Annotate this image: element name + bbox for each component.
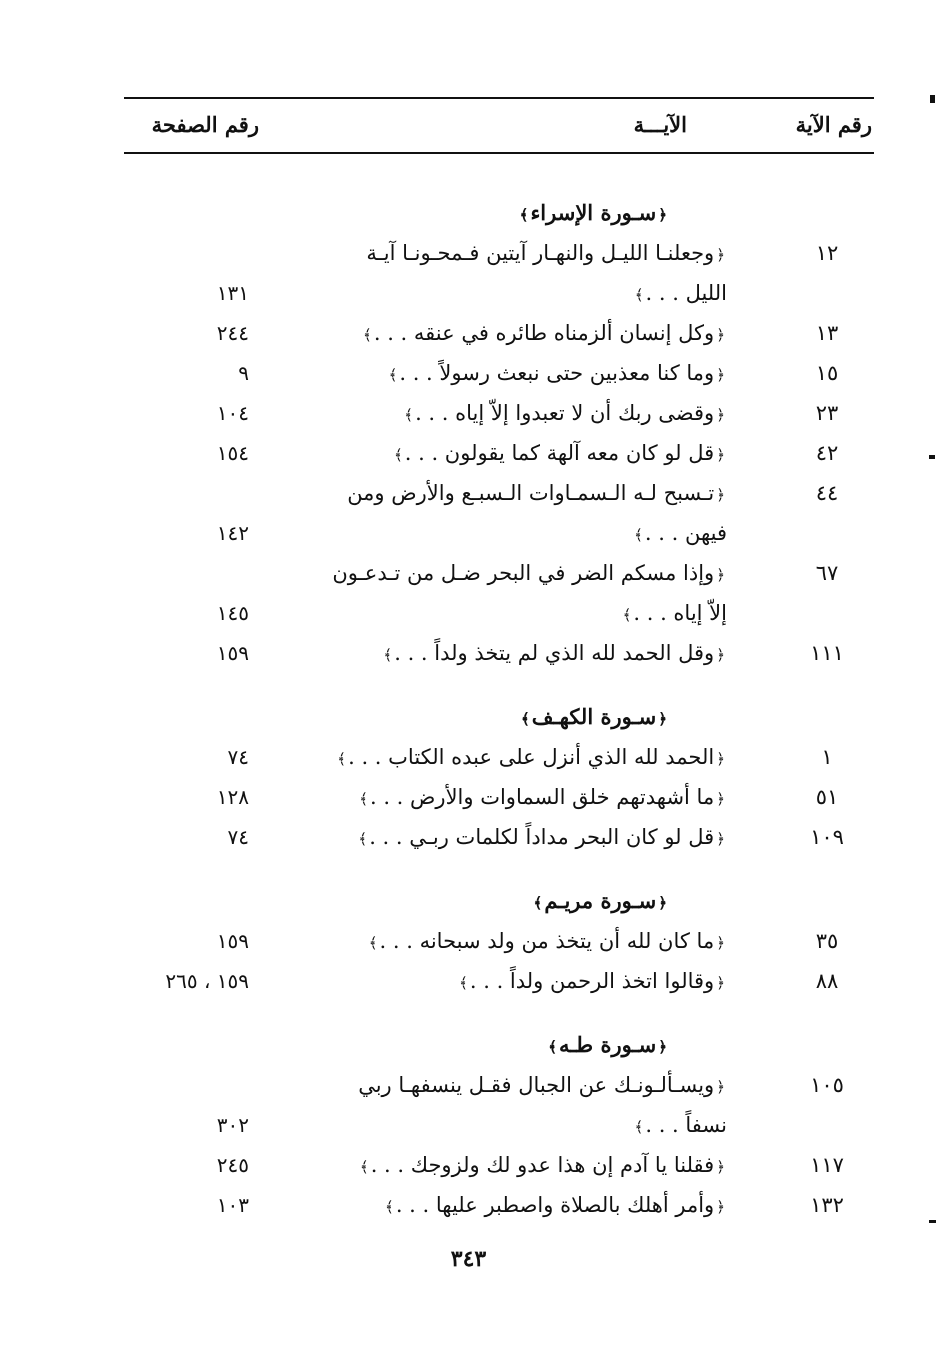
verse-number: ٨٨ — [815, 969, 839, 993]
verse-row — [0, 961, 937, 1001]
scan-mark — [929, 1220, 936, 1223]
verse-text — [347, 473, 727, 515]
ornament-close: ﴾ — [358, 830, 368, 848]
verse-number: ١ — [821, 745, 833, 769]
verse-text — [356, 817, 727, 859]
page-reference: ٢٤٤ — [216, 321, 249, 345]
ornament-close: ﴾ — [363, 326, 372, 344]
ornament-close: ﴾ — [634, 1118, 644, 1136]
verse-text — [357, 777, 727, 819]
sura-title — [518, 193, 669, 235]
ornament-open: ﴿ — [716, 486, 725, 504]
verse-text — [392, 433, 727, 475]
ornament-open: ﴿ — [716, 974, 725, 992]
verse-row — [0, 633, 937, 673]
header-top-rule — [124, 97, 874, 99]
header-bottom-rule — [124, 152, 874, 154]
verse-text — [633, 273, 727, 315]
verse-text-content: ما أشهدتهم خلق السماوات والأرض . . . — [369, 785, 715, 809]
verse-text — [402, 393, 727, 435]
verse-text — [632, 513, 727, 555]
verse-continuation-row — [0, 513, 937, 553]
verse-text — [383, 1185, 727, 1227]
ornament-close: ﴾ — [634, 526, 643, 544]
verse-row — [0, 1145, 937, 1185]
verse-text-content: ويسـألـونـك عن الجبال فقـل ينسفهـا ربي — [358, 1073, 715, 1097]
verse-text-content: وما كنا معذبين حتى نبعث رسولاً . . . — [399, 361, 715, 385]
ornament-open: ﴿ — [658, 710, 667, 728]
verse-text-content: الليل . . . — [645, 281, 727, 305]
verse-number: ٢٣ — [815, 401, 839, 425]
verse-row — [0, 553, 937, 593]
page-reference: ٢٤٥ — [216, 1153, 249, 1177]
verse-text-content: قل لو كان البحر مداداً لكلمات ربـي . . . — [369, 825, 715, 849]
verse-number: ١٠٥ — [810, 1073, 844, 1097]
verse-text — [366, 233, 727, 275]
verse-number: ٤٤ — [815, 481, 839, 505]
ornament-open: ﴿ — [658, 894, 667, 912]
page-reference: ١٤٢ — [216, 521, 249, 545]
verse-text — [367, 921, 727, 963]
ornament-open: ﴿ — [716, 1158, 725, 1176]
verse-text-content: وقل الحمد لله الذي لم يتخذ ولداً . . . — [394, 641, 715, 665]
verse-number: ٣٥ — [815, 929, 839, 953]
page-reference: ١٠٤ — [216, 401, 249, 425]
verse-number: ١٠٩ — [810, 825, 844, 849]
sura-heading-row — [0, 1025, 937, 1065]
ornament-open: ﴿ — [716, 934, 725, 952]
verse-number: ٦٧ — [815, 561, 839, 585]
sura-title-text: سـورة مريـم — [544, 888, 657, 913]
verse-text-content: وإذا مسكم الضر في البحر ضـل من تـدعـون — [332, 561, 715, 585]
verse-text-content: وقضى ربك أن لا تعبدوا إلاّ إياه . . . — [415, 401, 715, 425]
ornament-open: ﴿ — [716, 1078, 725, 1096]
verse-text-content: نسفاً . . . — [645, 1113, 727, 1137]
verse-text-content: الحمد لله الذي أنزل على عبده الكتاب . . . — [348, 745, 715, 769]
page-reference: ٩ — [238, 361, 249, 385]
verse-text — [332, 553, 727, 595]
verse-number: ١٣ — [815, 321, 839, 345]
sura-heading-row — [0, 697, 937, 737]
verse-row — [0, 473, 937, 513]
page-reference: ١٥٤ — [216, 441, 249, 465]
verse-continuation-row — [0, 593, 937, 633]
verse-continuation-row — [0, 273, 937, 313]
ornament-close: ﴾ — [622, 606, 632, 624]
ornament-close: ﴾ — [359, 1158, 369, 1176]
ornament-close: ﴾ — [520, 710, 530, 728]
page-reference: ٧٤ — [227, 745, 249, 769]
sura-title — [519, 697, 669, 739]
ornament-close: ﴾ — [519, 206, 529, 224]
verse-number: ١٥ — [815, 361, 839, 385]
ornament-open: ﴿ — [658, 206, 667, 224]
verse-number: ١٢ — [815, 241, 839, 265]
ornament-open: ﴿ — [716, 646, 725, 664]
ornament-open: ﴿ — [716, 566, 725, 584]
verse-number: ١٣٢ — [810, 1193, 844, 1217]
header-page-number: رقم الصفحة — [151, 112, 259, 137]
scan-mark — [929, 455, 935, 459]
ornament-close: ﴾ — [459, 974, 468, 992]
scan-mark — [930, 95, 935, 103]
ornament-open: ﴿ — [716, 446, 725, 464]
sura-heading-row — [0, 881, 937, 921]
verse-text — [633, 1105, 727, 1147]
ornament-close: ﴾ — [393, 446, 403, 464]
ornament-open: ﴿ — [716, 830, 725, 848]
ornament-open: ﴿ — [716, 750, 725, 768]
verse-row — [0, 777, 937, 817]
page-reference: ٣٠٢ — [216, 1113, 249, 1137]
verse-text-content: تـسبح لـه الـسمـاوات الـسبـع والأرض ومن — [347, 481, 715, 505]
page-reference: ٧٤ — [227, 825, 249, 849]
page-reference: ١٥٩ — [216, 929, 249, 953]
ornament-open: ﴿ — [716, 1198, 725, 1216]
verse-text-content: إلاّ إياه . . . — [633, 601, 727, 625]
ornament-close: ﴾ — [385, 1198, 394, 1216]
ornament-open: ﴿ — [658, 1038, 667, 1056]
verse-text — [358, 1145, 727, 1187]
verse-number: ٥١ — [815, 785, 839, 809]
verse-text-content: ما كان لله أن يتخذ من ولد سبحانه . . . — [379, 929, 715, 953]
verse-text-content: قل لو كان معه آلهة كما يقولون . . . — [404, 441, 715, 465]
verse-row — [0, 1185, 937, 1225]
page-reference: ١٣١ — [216, 281, 249, 305]
page-reference: ١٥٩ — [216, 641, 249, 665]
verse-text-content: وأمر أهلك بالصلاة واصطبر عليها . . . — [395, 1193, 715, 1217]
verse-row — [0, 233, 937, 273]
sura-heading-row — [0, 193, 937, 233]
sura-title — [546, 1025, 669, 1067]
verse-text — [335, 737, 727, 779]
ornament-close: ﴾ — [548, 1038, 558, 1056]
verse-number: ١١٧ — [810, 1153, 844, 1177]
page-reference: ١٢٨ — [216, 785, 249, 809]
verse-text-content: فيهن . . . — [644, 521, 727, 545]
verse-row — [0, 313, 937, 353]
page-reference: ١٤٥ — [216, 601, 249, 625]
ornament-open: ﴿ — [716, 790, 725, 808]
sura-title-text: سـورة الإسراء — [530, 200, 657, 225]
ornament-close: ﴾ — [634, 286, 644, 304]
verse-text-content: وجعلنـا الليـل والنهـار آيتين فـمحـونـا آيـة — [366, 241, 715, 265]
sura-title-text: سـورة طـه — [559, 1032, 657, 1057]
verse-row — [0, 393, 937, 433]
verse-continuation-row — [0, 1105, 937, 1145]
page-number: ٣٤٣ — [450, 1246, 487, 1272]
verse-row — [0, 433, 937, 473]
verse-text — [457, 961, 727, 1003]
ornament-close: ﴾ — [359, 790, 368, 808]
header-verse: الآيـــة — [633, 112, 687, 137]
ornament-close: ﴾ — [388, 366, 398, 384]
ornament-open: ﴿ — [716, 246, 725, 264]
verse-row — [0, 737, 937, 777]
page-reference: ١٥٩ ، ٢٦٥ — [165, 969, 249, 993]
ornament-open: ﴿ — [716, 326, 725, 344]
header-verse-number: رقم الآية — [795, 112, 872, 137]
verse-text — [387, 353, 727, 395]
verse-text — [621, 593, 727, 635]
ornament-open: ﴿ — [716, 366, 725, 384]
page-reference: ١٠٣ — [216, 1193, 249, 1217]
ornament-close: ﴾ — [383, 646, 393, 664]
verse-text — [361, 313, 727, 355]
ornament-close: ﴾ — [533, 894, 543, 912]
ornament-open: ﴿ — [716, 406, 725, 424]
verse-text-content: وكل إنسان ألزمناه طائره في عنقه . . . — [373, 321, 715, 345]
verse-row — [0, 817, 937, 857]
verse-row — [0, 921, 937, 961]
verse-row — [0, 1065, 937, 1105]
sura-title — [532, 881, 669, 923]
verse-row — [0, 353, 937, 393]
verse-number: ٤٢ — [815, 441, 839, 465]
verse-text — [358, 1065, 727, 1107]
ornament-close: ﴾ — [368, 934, 378, 952]
verse-text-content: وقالوا اتخذ الرحمن ولداً . . . — [469, 969, 715, 993]
verse-text-content: فقلنا يا آدم إن هذا عدو لك ولزوجك . . . — [370, 1153, 715, 1177]
sura-title-text: سـورة الكهـف — [531, 704, 657, 729]
verse-number: ١١١ — [810, 641, 844, 665]
ornament-close: ﴾ — [404, 406, 414, 424]
verse-text — [381, 633, 727, 675]
ornament-close: ﴾ — [337, 750, 347, 768]
